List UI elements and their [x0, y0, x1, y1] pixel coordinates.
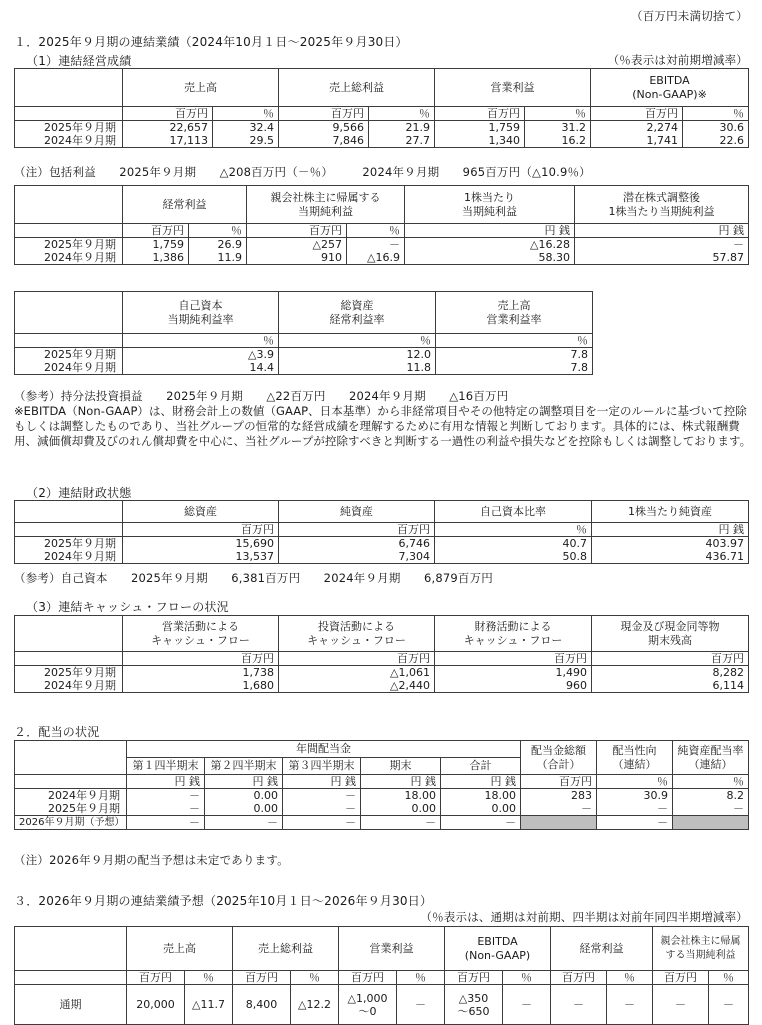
header-line1: 売上高 [497, 299, 531, 312]
header-line2: 経常利益率 [329, 312, 385, 326]
cell-value: － [441, 816, 521, 830]
cell-value: 1,741 [591, 134, 683, 148]
unit-row-blank [15, 971, 127, 985]
cell-value: 910 [247, 251, 347, 265]
table-header-row [15, 501, 749, 523]
unit-cell: ％ [673, 775, 749, 789]
header-line2: 1株当たり当期純利益 [608, 204, 715, 218]
unit-cell: 百万円 [591, 107, 683, 121]
cell-value: － [597, 802, 673, 816]
unit-cell: 百万円 [551, 971, 607, 985]
header-dividend-on-equity [673, 741, 749, 775]
table-row [15, 985, 749, 1025]
cell-value: 14.4 [123, 361, 279, 375]
cell-value: － [127, 802, 205, 816]
cell-value: － [503, 985, 551, 1025]
header-net-assets: 純資産 [279, 501, 435, 523]
dividend-table [14, 740, 749, 830]
section1-title: １．2025年９月期の連結業績（2024年10月１日～2025年９月30日） [14, 35, 408, 49]
header-ebitda [591, 69, 749, 107]
header-sales: 売上高 [123, 69, 279, 107]
corner-cell [15, 927, 127, 971]
cell-value: － [205, 816, 283, 830]
unit-cell: 百万円 [435, 107, 525, 121]
header-ebitda [445, 927, 551, 971]
cell-value: － [347, 238, 405, 252]
table-row [15, 789, 749, 803]
cell-value: － [673, 802, 749, 816]
header-line2: する当期純利益 [665, 949, 736, 961]
cell-value: △257 [247, 238, 347, 252]
unit-row-blank [15, 652, 123, 666]
cell-value: 1,490 [435, 666, 592, 680]
row-label: 2025年９月期 [15, 121, 123, 135]
cell-value: 7,304 [279, 550, 435, 564]
cell-value: 8.2 [673, 789, 749, 803]
cell-value: 58.30 [405, 251, 575, 265]
header-net-income-parent [653, 927, 749, 971]
unit-cell: 百万円 [247, 224, 347, 238]
unit-cell: 百万円 [592, 652, 749, 666]
cell-value: △16.28 [405, 238, 575, 252]
table-row [15, 251, 749, 265]
table-row-forecast [15, 816, 749, 830]
unit-cell: 百万円 [445, 971, 503, 985]
header-operating-cf [123, 616, 279, 652]
header-line2: キャッシュ・フロー [463, 633, 563, 647]
header-line1: EBITDA [477, 935, 518, 948]
unit-cell: ％ [213, 107, 279, 121]
table-row [15, 666, 749, 680]
section1-sub1-title: （1）連結経営成績 [26, 54, 132, 68]
unit-cell: 百万円 [123, 652, 279, 666]
section1-pct-note: （％表示は対前期増減率） [607, 53, 748, 67]
cell-value: △16.9 [347, 251, 405, 265]
row-label: 2024年９月期 [15, 550, 123, 564]
header-payout-ratio [597, 741, 673, 775]
cell-value: － [283, 816, 361, 830]
header-total: 合計 [441, 758, 521, 775]
cell-value: － [597, 816, 673, 830]
header-line1: 営業活動による [162, 620, 239, 633]
row-label: 2025年９月期 [15, 348, 123, 362]
unit-cell: ％ [683, 107, 749, 121]
unit-cell: 百万円 [653, 971, 709, 985]
header-financing-cf [435, 616, 592, 652]
header-net-income-parent [247, 186, 405, 224]
table-unit-row [15, 523, 749, 537]
cell-value: － [607, 985, 653, 1025]
cell-value: 7.8 [436, 348, 593, 362]
row-label: 通期 [15, 985, 127, 1025]
unit-cell: 百万円 [435, 652, 592, 666]
cell-value: 21.9 [369, 121, 435, 135]
unit-cell: ％ [525, 107, 591, 121]
table-row [15, 537, 749, 551]
unit-cell: ％ [503, 971, 551, 985]
header-line1: 配当性向 [612, 744, 657, 757]
cell-value: 32.4 [213, 121, 279, 135]
section3-pct-note: （％表示は、通期は対前期、四半期は対前年同四半期増減率） [420, 910, 748, 924]
corner-cell [15, 186, 123, 224]
ebitda-definition-note: ※EBITDA（Non-GAAP）は、財務会計上の数値（GAAP、日本基準）から非経常項目やその他特定の調整項目を一定のルールに基づいて控除もしくは調整したものであり、当社グループの恒常的な経営成績を理解するために有用な情報と判断しております。具体的には、株式報酬費用、減価償却費及びのれん償却費を中心に、当社グループが控除すべきと判断する一過性の利益や損失などを控除もしくは調整しております。 [14, 404, 752, 449]
unit-cell: ％ [369, 107, 435, 121]
unit-cell: ％ [347, 224, 405, 238]
header-total-assets: 総資産 [123, 501, 279, 523]
cell-value: 283 [521, 789, 597, 803]
unit-cell: ％ [189, 224, 247, 238]
table-header-row [15, 186, 749, 224]
value-line1: △1,000 [347, 991, 388, 1005]
header-roe [123, 292, 279, 334]
cell-value: 1,759 [435, 121, 525, 135]
unit-cell: 百万円 [521, 775, 597, 789]
header-line1: 現金及び現金同等物 [620, 620, 720, 633]
table-row [15, 238, 749, 252]
header-line2: （合計） [536, 757, 581, 771]
row-label: 2025年９月期 [15, 537, 123, 551]
unit-cell: 百万円 [279, 652, 435, 666]
corner-cell [15, 69, 123, 107]
table-header-row [15, 741, 749, 758]
cell-value: 9,566 [279, 121, 369, 135]
header-gross-profit: 売上総利益 [279, 69, 435, 107]
cell-value: △1,061 [279, 666, 435, 680]
row-label: 2025年９月期 [15, 802, 127, 816]
cell-value: 18.00 [361, 789, 441, 803]
cell-value-disabled [673, 816, 749, 830]
header-line1: 1株当たり [464, 191, 515, 204]
cell-value: 0.00 [361, 802, 441, 816]
header-q1-end: 第１四半期末 [127, 758, 205, 775]
equity-method-note: （参考）持分法投資損益 2025年９月期 △22百万円 2024年９月期 △16百万円 [14, 389, 509, 403]
cell-value: 18.00 [441, 789, 521, 803]
cell-value: 40.7 [435, 537, 592, 551]
header-gross-profit: 売上総利益 [233, 927, 339, 971]
unit-cell: 円 銭 [361, 775, 441, 789]
cell-value: 15,690 [123, 537, 279, 551]
unit-cell: 百万円 [279, 107, 369, 121]
rounding-note: （百万円未満切捨て） [631, 9, 748, 23]
cell-value: 960 [435, 679, 592, 693]
header-line2: （連結） [688, 757, 733, 771]
unit-cell: 円 銭 [205, 775, 283, 789]
header-line1: 純資産配当率 [677, 744, 744, 757]
header-line2: 当期純利益率 [167, 312, 234, 326]
own-capital-note: （参考）自己資本 2025年９月期 6,381百万円 2024年９月期 6,879百万円 [14, 571, 493, 585]
unit-cell: 円 銭 [575, 224, 749, 238]
unit-cell: ％ [185, 971, 233, 985]
unit-cell: 円 銭 [283, 775, 361, 789]
header-diluted-eps [575, 186, 749, 224]
unit-cell: 百万円 [123, 107, 213, 121]
header-operating-profit: 営業利益 [339, 927, 445, 971]
table-row [15, 550, 749, 564]
table-row [15, 679, 749, 693]
section2-title: ２．配当の状況 [14, 725, 100, 739]
header-operating-profit: 営業利益 [435, 69, 591, 107]
cell-value: － [521, 802, 597, 816]
cell-value: － [127, 789, 205, 803]
table-unit-row [15, 107, 749, 121]
unit-cell: 百万円 [279, 523, 435, 537]
section3-title: ３．2026年９月期の連結業績予想（2025年10月１日～2026年９月30日） [14, 894, 433, 908]
corner-cell [15, 616, 123, 652]
header-line1: 親会社株主に帰属 [660, 936, 741, 947]
header-ordinary-profit: 経常利益 [123, 186, 247, 224]
cell-value: △12.2 [291, 985, 339, 1025]
unit-cell: 百万円 [339, 971, 397, 985]
header-line2: 営業利益率 [486, 312, 542, 326]
header-cash-equivalents [592, 616, 749, 652]
header-q3-end: 第３四半期末 [283, 758, 361, 775]
cell-value: 1,759 [123, 238, 189, 252]
row-label: 2025年９月期 [15, 666, 123, 680]
header-bps: 1株当たり純資産 [592, 501, 749, 523]
cell-value: 0.00 [205, 802, 283, 816]
cell-value: 0.00 [205, 789, 283, 803]
header-ebitda-line2: (Non-GAAP)※ [632, 87, 707, 101]
header-line1: 財務活動による [474, 620, 552, 633]
cell-value: 27.7 [369, 134, 435, 148]
corner-cell [15, 292, 123, 334]
unit-cell: 円 銭 [405, 224, 575, 238]
cell-value: △11.7 [185, 985, 233, 1025]
header-line2: (Non-GAAP) [464, 948, 531, 962]
cell-value: 8,282 [592, 666, 749, 680]
section1-sub3-title: （3）連結キャッシュ・フローの状況 [26, 600, 229, 614]
cell-value: △2,440 [279, 679, 435, 693]
table-header-row [15, 69, 749, 107]
unit-row-blank [15, 107, 123, 121]
unit-cell: ％ [397, 971, 445, 985]
table-unit-row [15, 971, 749, 985]
unit-cell: 円 銭 [592, 523, 749, 537]
header-annual-dividend: 年間配当金 [127, 741, 521, 758]
cell-value: 2,274 [591, 121, 683, 135]
cell-value: 30.6 [683, 121, 749, 135]
table-row [15, 361, 593, 375]
table-unit-row [15, 224, 749, 238]
cell-value: 1,340 [435, 134, 525, 148]
cell-value: － [283, 789, 361, 803]
cell-value: 7,846 [279, 134, 369, 148]
cell-value: 7.8 [436, 361, 593, 375]
unit-cell: 百万円 [127, 971, 185, 985]
cell-value: 20,000 [127, 985, 185, 1025]
header-eps [405, 186, 575, 224]
financial-position-table [14, 500, 749, 564]
cell-value-range [339, 985, 397, 1025]
unit-cell: ％ [709, 971, 749, 985]
header-ebitda-line1: EBITDA [649, 74, 690, 87]
corner-cell [15, 741, 127, 775]
row-label: 2024年９月期 [15, 134, 123, 148]
cell-value: 30.9 [597, 789, 673, 803]
unit-row-blank [15, 224, 123, 238]
cell-value: 0.00 [441, 802, 521, 816]
row-label: 2024年９月期 [15, 679, 123, 693]
cell-value: － [397, 985, 445, 1025]
unit-cell: ％ [123, 334, 279, 348]
comprehensive-income-note: （注）包括利益 2025年９月期 △208百万円（－％） 2024年９月期 965百万円（△10.9％） [14, 165, 591, 179]
cell-value: 1,738 [123, 666, 279, 680]
header-year-end: 期末 [361, 758, 441, 775]
header-line1: 潜在株式調整後 [623, 191, 700, 204]
cell-value: － [283, 802, 361, 816]
unit-cell: 百万円 [233, 971, 291, 985]
header-ordinary-profit: 経常利益 [551, 927, 653, 971]
row-label: 2026年９月期（予想） [15, 816, 127, 830]
table-row [15, 134, 749, 148]
header-line1: 配当金総額 [531, 744, 587, 757]
table-row [15, 121, 749, 135]
header-line2: キャッシュ・フロー [307, 633, 406, 647]
unit-cell: ％ [436, 334, 593, 348]
unit-cell: 円 銭 [127, 775, 205, 789]
cell-value: 436.71 [592, 550, 749, 564]
row-label: 2024年９月期 [15, 251, 123, 265]
cell-value: 57.87 [575, 251, 749, 265]
cell-value: 29.5 [213, 134, 279, 148]
profit-per-share-table [14, 185, 749, 265]
header-total-dividend-amount [521, 741, 597, 775]
unit-cell: ％ [279, 334, 436, 348]
table-row [15, 348, 593, 362]
unit-cell: ％ [291, 971, 339, 985]
cell-value: 12.0 [279, 348, 436, 362]
corner-cell [15, 501, 123, 523]
value-line2: ～0 [358, 1004, 377, 1018]
table-unit-row [15, 775, 749, 789]
cell-value: － [709, 985, 749, 1025]
dividend-forecast-note: （注）2026年９月期の配当予想は未定であります。 [14, 853, 289, 867]
section1-sub2-title: （2）連結財政状態 [26, 486, 132, 500]
profitability-ratio-table [14, 291, 593, 375]
cell-value-range [445, 985, 503, 1025]
table-unit-row [15, 652, 749, 666]
cell-value: 6,114 [592, 679, 749, 693]
header-line2: キャッシュ・フロー [151, 633, 250, 647]
table-header-row [15, 292, 593, 334]
cell-value: 17,113 [123, 134, 213, 148]
header-line1: 自己資本 [178, 299, 223, 312]
header-operating-margin [436, 292, 593, 334]
unit-cell: 円 銭 [441, 775, 521, 789]
cell-value: － [127, 816, 205, 830]
cell-value: 1,680 [123, 679, 279, 693]
cell-value: △3.9 [123, 348, 279, 362]
row-label: 2024年９月期 [15, 361, 123, 375]
cash-flow-table [14, 615, 749, 693]
header-line1: 総資産 [340, 299, 374, 312]
cell-value: － [575, 238, 749, 252]
header-sales: 売上高 [127, 927, 233, 971]
cell-value: 11.8 [279, 361, 436, 375]
unit-cell: ％ [597, 775, 673, 789]
header-roa [279, 292, 436, 334]
header-equity-ratio: 自己資本比率 [435, 501, 592, 523]
unit-cell: ％ [607, 971, 653, 985]
cell-value: 22.6 [683, 134, 749, 148]
consolidated-results-table [14, 68, 749, 148]
header-line2: 期末残高 [648, 633, 692, 647]
cell-value: 22,657 [123, 121, 213, 135]
header-line1: 親会社株主に帰属する [270, 191, 381, 204]
cell-value: 50.8 [435, 550, 592, 564]
cell-value-disabled [521, 816, 597, 830]
header-line1: 投資活動による [318, 620, 395, 633]
table-header-row [15, 927, 749, 971]
cell-value: 26.9 [189, 238, 247, 252]
cell-value: 403.97 [592, 537, 749, 551]
cell-value: － [551, 985, 607, 1025]
unit-cell: 百万円 [123, 523, 279, 537]
unit-cell: 百万円 [123, 224, 189, 238]
unit-row-blank [15, 334, 123, 348]
table-header-row [15, 616, 749, 652]
cell-value: 31.2 [525, 121, 591, 135]
unit-cell: ％ [435, 523, 592, 537]
header-line2: （連結） [612, 757, 657, 771]
cell-value: 13,537 [123, 550, 279, 564]
cell-value: － [653, 985, 709, 1025]
table-unit-row [15, 334, 593, 348]
cell-value: 6,746 [279, 537, 435, 551]
row-label: 2025年９月期 [15, 238, 123, 252]
row-label: 2024年９月期 [15, 789, 127, 803]
value-line1: △350 [458, 991, 489, 1005]
cell-value: － [361, 816, 441, 830]
header-line2: 当期純利益 [462, 204, 517, 218]
cell-value: 1,386 [123, 251, 189, 265]
unit-row-blank [15, 523, 123, 537]
forecast-table [14, 926, 749, 1025]
table-row [15, 802, 749, 816]
header-line2: 当期純利益 [298, 204, 353, 218]
value-line2: ～650 [457, 1004, 490, 1018]
header-investing-cf [279, 616, 435, 652]
cell-value: 11.9 [189, 251, 247, 265]
unit-row-blank [15, 775, 127, 789]
cell-value: 8,400 [233, 985, 291, 1025]
cell-value: 16.2 [525, 134, 591, 148]
header-q2-end: 第２四半期末 [205, 758, 283, 775]
